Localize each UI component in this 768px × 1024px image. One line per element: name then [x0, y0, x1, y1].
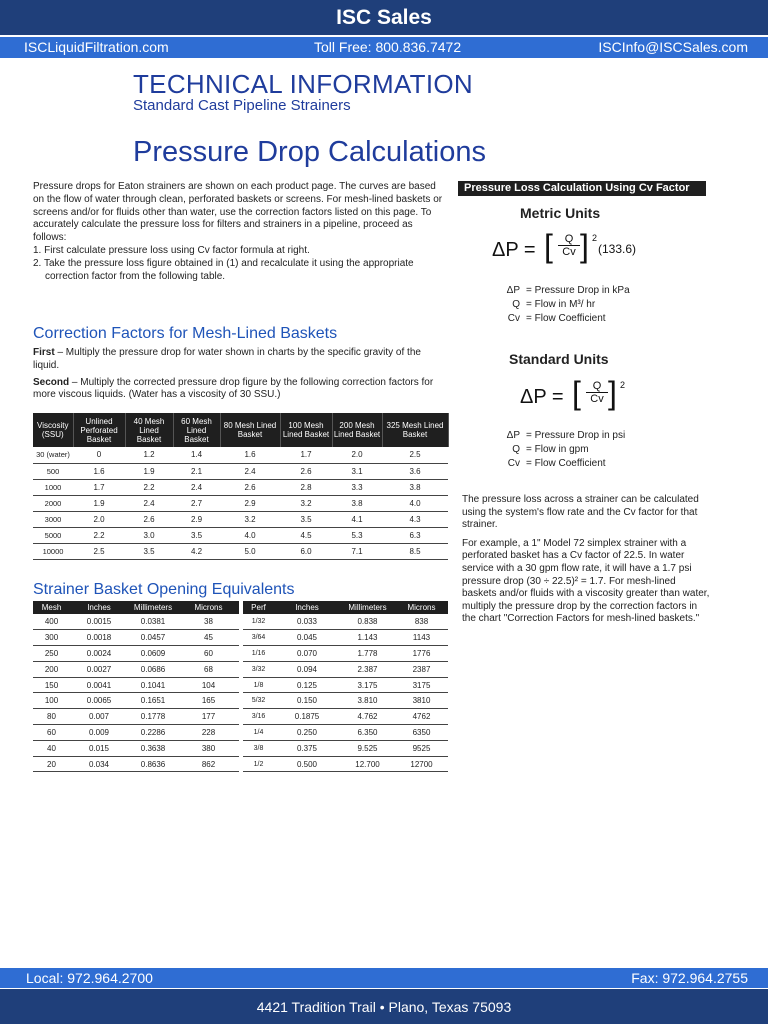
table-cell: 60	[33, 725, 70, 741]
table-cell: 0.250	[274, 725, 340, 741]
table-cell: 1776	[395, 646, 448, 662]
email-link[interactable]: ISCInfo@ISCSales.com	[598, 39, 748, 55]
table-cell: 1.9	[73, 495, 125, 511]
table-cell: 862	[178, 756, 239, 772]
table-cell: 0.375	[274, 740, 340, 756]
definition-row	[494, 298, 630, 312]
table-cell: 3.175	[340, 677, 395, 693]
table-cell: 2.5	[382, 447, 448, 463]
cv-factor-heading-bar: Pressure Loss Calculation Using Cv Factor	[458, 181, 706, 196]
table-cell: 0.838	[340, 614, 395, 630]
table-cell: 3/32	[243, 661, 274, 677]
table-cell: 20	[33, 756, 70, 772]
table-row	[33, 709, 448, 725]
table-cell: 4.5	[280, 527, 332, 543]
table-cell: 30 (water)	[33, 447, 73, 463]
table-cell: 0.1875	[274, 709, 340, 725]
table-cell: 0.0686	[128, 661, 178, 677]
table-cell: 2.5	[73, 543, 125, 559]
table-row	[33, 630, 448, 646]
table-cell: 0.0041	[70, 677, 128, 693]
table-cell: 10000	[33, 543, 73, 559]
table-cell: 45	[178, 630, 239, 646]
table-cell: 0.0065	[70, 693, 128, 709]
bracket-open: [	[544, 228, 553, 264]
metric-exponent: 2	[592, 233, 598, 243]
table-cell: 2.9	[173, 511, 220, 527]
table-cell: 300	[33, 630, 70, 646]
definition-row	[494, 429, 625, 443]
metric-formula	[492, 230, 672, 274]
table-cell: 0.0381	[128, 614, 178, 630]
definition-row	[494, 457, 625, 471]
page-title: Pressure Drop Calculations	[133, 136, 486, 168]
table-cell: 2.4	[173, 479, 220, 495]
table-cell: 4.0	[382, 495, 448, 511]
table-row	[33, 447, 448, 463]
table-row	[33, 661, 448, 677]
table-cell: 7.1	[332, 543, 382, 559]
metric-definitions	[494, 284, 630, 326]
standard-lhs: ΔP =	[520, 386, 564, 408]
table-cell: 250	[33, 646, 70, 662]
table-cell: 3.3	[332, 479, 382, 495]
table-row	[33, 740, 448, 756]
standard-denominator: Cv	[590, 393, 604, 405]
table-cell: 2.0	[73, 511, 125, 527]
table-cell: 3175	[395, 677, 448, 693]
header-bar	[0, 0, 768, 58]
fax-number: Fax: 972.964.2755	[631, 970, 748, 986]
table-cell: 0.009	[70, 725, 128, 741]
table-cell: 2.387	[340, 661, 395, 677]
column-header: Microns	[178, 601, 239, 614]
table-cell: 4.3	[382, 511, 448, 527]
table-header-row	[33, 413, 448, 447]
bracket-open: [	[572, 375, 581, 411]
column-header: Inches	[274, 601, 340, 614]
table-cell: 0.094	[274, 661, 340, 677]
table-cell: 0.0027	[70, 661, 128, 677]
table-row	[33, 646, 448, 662]
table-cell: 500	[33, 463, 73, 479]
table-cell: 1/2	[243, 756, 274, 772]
column-header: Millimeters	[128, 601, 178, 614]
table-cell: 8.5	[382, 543, 448, 559]
definition-text: = Flow in gpm	[526, 444, 589, 455]
table-cell: 0	[73, 447, 125, 463]
table-cell: 0.150	[274, 693, 340, 709]
table-cell: 0.1778	[128, 709, 178, 725]
table-cell: 4.2	[173, 543, 220, 559]
table-cell: 0.007	[70, 709, 128, 725]
metric-fraction	[558, 233, 580, 258]
definition-row	[494, 443, 625, 457]
table-row	[33, 614, 448, 630]
column-header: Inches	[70, 601, 128, 614]
table-header-row	[33, 601, 448, 614]
table-cell: 3.2	[280, 495, 332, 511]
definition-text: = Flow Coefficient	[526, 458, 606, 469]
table-cell: 2.7	[173, 495, 220, 511]
table-cell: 200	[33, 661, 70, 677]
column-header: Mesh	[33, 601, 70, 614]
website-link[interactable]: ISCLiquidFiltration.com	[24, 39, 169, 55]
table-cell: 6.0	[280, 543, 332, 559]
first-label: First	[33, 347, 55, 358]
table-cell: 1/16	[243, 646, 274, 662]
definition-symbol: Cv	[507, 313, 520, 324]
intro-text	[33, 181, 443, 283]
standard-numerator: Q	[586, 380, 608, 393]
column-header: Unlined Perforated Basket	[73, 413, 125, 447]
table-cell: 68	[178, 661, 239, 677]
standard-exponent: 2	[620, 380, 626, 390]
definition-row	[494, 284, 630, 298]
column-header: 325 Mesh Lined Basket	[382, 413, 448, 447]
table-cell: 1.6	[73, 463, 125, 479]
section-subtitle: Standard Cast Pipeline Strainers	[133, 97, 351, 114]
table-cell: 3.2	[220, 511, 280, 527]
table-cell: 1.778	[340, 646, 395, 662]
table-cell: 12700	[395, 756, 448, 772]
standard-definitions	[494, 429, 625, 471]
second-label: Second	[33, 376, 70, 388]
table-cell: 0.0015	[70, 614, 128, 630]
definition-symbol: Cv	[507, 458, 520, 469]
first-text: – Multiply the pressure drop for water shown in charts by the specific gravity of the liquid.	[33, 347, 421, 371]
column-header: 80 Mesh Lined Basket	[220, 413, 280, 447]
column-header: 60 Mesh Lined Basket	[173, 413, 220, 447]
table-cell: 1000	[33, 479, 73, 495]
table-cell: 1/32	[243, 614, 274, 630]
table-cell: 3.8	[382, 479, 448, 495]
metric-lhs: ΔP =	[492, 239, 536, 261]
table-cell: 3/16	[243, 709, 274, 725]
table-cell: 2.2	[73, 527, 125, 543]
table-cell: 3.8	[332, 495, 382, 511]
column-header: Perf	[243, 601, 274, 614]
table-cell: 165	[178, 693, 239, 709]
column-header: Microns	[395, 601, 448, 614]
table-cell: 0.070	[274, 646, 340, 662]
table-cell: 1.7	[280, 447, 332, 463]
bracket-close: ]	[608, 375, 617, 411]
section-title: TECHNICAL INFORMATION	[133, 69, 473, 99]
table-cell: 0.2286	[128, 725, 178, 741]
table-cell: 838	[395, 614, 448, 630]
table-cell: 1143	[395, 630, 448, 646]
table-cell: 4.0	[220, 527, 280, 543]
table-cell: 4.762	[340, 709, 395, 725]
definition-symbol: Q	[512, 299, 520, 310]
definition-row	[494, 312, 630, 326]
table-cell: 2.6	[220, 479, 280, 495]
table-row	[33, 543, 448, 559]
metric-denominator: Cv	[562, 246, 576, 258]
table-row	[33, 527, 448, 543]
table-cell: 0.125	[274, 677, 340, 693]
column-header: Viscosity (SSU)	[33, 413, 73, 447]
table-cell: 5000	[33, 527, 73, 543]
table-cell: 2000	[33, 495, 73, 511]
table-cell: 2.8	[280, 479, 332, 495]
metric-numerator: Q	[558, 233, 580, 246]
table-cell: 2387	[395, 661, 448, 677]
column-header: 200 Mesh Lined Basket	[332, 413, 382, 447]
toll-free-phone: Toll Free: 800.836.7472	[314, 39, 462, 55]
correction-instructions	[33, 347, 443, 406]
metric-units-heading: Metric Units	[520, 205, 601, 221]
table-cell: 1.4	[173, 447, 220, 463]
table-row	[33, 463, 448, 479]
table-cell: 80	[33, 709, 70, 725]
standard-formula	[520, 377, 660, 421]
table-cell: 0.8636	[128, 756, 178, 772]
table-cell: 228	[178, 725, 239, 741]
table-cell: 3.5	[280, 511, 332, 527]
correction-factors-table	[33, 413, 449, 560]
definition-text: = Flow Coefficient	[526, 313, 606, 324]
second-text: – Multiply the corrected pressure drop figure by the following correction factors for more viscous liquids. (Water has a viscosity of 30 SSU.)	[33, 376, 434, 401]
table-cell: 6.3	[382, 527, 448, 543]
table-cell: 0.0018	[70, 630, 128, 646]
table-row	[33, 677, 448, 693]
table-cell: 0.034	[70, 756, 128, 772]
column-header: 40 Mesh Lined Basket	[125, 413, 173, 447]
table-cell: 2.6	[125, 511, 173, 527]
table-row	[33, 693, 448, 709]
table-cell: 0.0457	[128, 630, 178, 646]
definition-symbol: ΔP	[506, 430, 520, 441]
table-cell: 5.3	[332, 527, 382, 543]
definition-symbol: ΔP	[506, 285, 520, 296]
table-cell: 3.5	[173, 527, 220, 543]
local-phone: Local: 972.964.2700	[26, 970, 153, 986]
explanation-text	[462, 494, 710, 632]
table-cell: 3000	[33, 511, 73, 527]
table-cell: 5/32	[243, 693, 274, 709]
table-cell: 3.5	[125, 543, 173, 559]
table-cell: 104	[178, 677, 239, 693]
table-cell: 380	[178, 740, 239, 756]
intro-step-1: 1. First calculate pressure loss using Cv factor formula at right.	[33, 244, 310, 256]
explanation-paragraph-2: For example, a 1" Model 72 simplex strainer with a perforated basket has a Cv factor of 22.5. In water service with a 30 gpm flow rate, it will have a 1.7 psi pressure drop (30 ÷ 22.5)² = 1.7. For mesh-lined baskets and/or fluids with a viscosity greater than water, multiply the pressure drop by the correction factors in the chart "Correction Factors for mesh-lined baskets."	[462, 537, 710, 625]
standard-fraction	[586, 380, 608, 405]
footer-address: 4421 Tradition Trail • Plano, Texas 75093	[0, 989, 768, 1024]
intro-paragraph: Pressure drops for Eaton strainers are shown on each product page. The curves are based on the flow of water through clean, perforated baskets or screens. For mesh-lined baskets or screens and/or for fluids other than water, use the correction factors listed on this page. To accurately calculate the pressure loss for filters and strainers in a pipeline, proceed as follows:	[33, 181, 443, 244]
table-row	[33, 495, 448, 511]
table-cell: 3/8	[243, 740, 274, 756]
correction-heading: Correction Factors for Mesh-Lined Baskets	[33, 325, 338, 342]
table-cell: 0.033	[274, 614, 340, 630]
table-cell: 2.1	[173, 463, 220, 479]
table-cell: 6.350	[340, 725, 395, 741]
definition-text: = Flow in M³/ hr	[526, 299, 596, 310]
table-cell: 3.1	[332, 463, 382, 479]
table-cell: 4762	[395, 709, 448, 725]
table-cell: 3.6	[382, 463, 448, 479]
table-cell: 2.9	[220, 495, 280, 511]
standard-units-heading: Standard Units	[509, 351, 609, 367]
openings-heading: Strainer Basket Opening Equivalents	[33, 581, 295, 598]
table-cell: 177	[178, 709, 239, 725]
table-row	[33, 756, 448, 772]
table-cell: 38	[178, 614, 239, 630]
table-cell: 60	[178, 646, 239, 662]
table-cell: 0.015	[70, 740, 128, 756]
table-cell: 1/8	[243, 677, 274, 693]
definition-symbol: Q	[512, 444, 520, 455]
table-cell: 9.525	[340, 740, 395, 756]
table-cell: 0.045	[274, 630, 340, 646]
header-contact-row	[0, 37, 768, 58]
table-cell: 0.3638	[128, 740, 178, 756]
table-cell: 4.1	[332, 511, 382, 527]
table-cell: 0.500	[274, 756, 340, 772]
table-cell: 0.0609	[128, 646, 178, 662]
table-cell: 9525	[395, 740, 448, 756]
table-row	[33, 725, 448, 741]
column-header: 100 Mesh Lined Basket	[280, 413, 332, 447]
table-cell: 40	[33, 740, 70, 756]
table-row	[33, 479, 448, 495]
table-cell: 100	[33, 693, 70, 709]
column-header: Millimeters	[340, 601, 395, 614]
intro-step-2: 2. Take the pressure loss figure obtained in (1) and recalculate it using the appropriate correction factor from the following table.	[33, 257, 414, 282]
table-cell: 2.4	[220, 463, 280, 479]
definition-text: = Pressure Drop in psi	[526, 430, 626, 441]
table-row	[33, 511, 448, 527]
metric-constant: (133.6)	[598, 242, 637, 256]
table-cell: 1/4	[243, 725, 274, 741]
brand-title: ISC Sales	[336, 6, 432, 29]
table-cell: 3.810	[340, 693, 395, 709]
table-cell: 2.6	[280, 463, 332, 479]
table-cell: 3.0	[125, 527, 173, 543]
table-cell: 1.6	[220, 447, 280, 463]
table-cell: 0.0024	[70, 646, 128, 662]
table-cell: 1.2	[125, 447, 173, 463]
table-cell: 1.9	[125, 463, 173, 479]
table-cell: 2.0	[332, 447, 382, 463]
footer-contact-row	[0, 968, 768, 989]
table-cell: 400	[33, 614, 70, 630]
definition-text: = Pressure Drop in kPa	[526, 285, 630, 296]
opening-equivalents-table	[33, 601, 448, 772]
table-cell: 2.2	[125, 479, 173, 495]
bracket-close: ]	[580, 228, 589, 264]
table-cell: 0.1651	[128, 693, 178, 709]
table-cell: 1.143	[340, 630, 395, 646]
table-cell: 0.1041	[128, 677, 178, 693]
table-cell: 5.0	[220, 543, 280, 559]
table-cell: 150	[33, 677, 70, 693]
table-cell: 2.4	[125, 495, 173, 511]
table-cell: 1.7	[73, 479, 125, 495]
table-cell: 3/64	[243, 630, 274, 646]
table-cell: 3810	[395, 693, 448, 709]
table-cell: 6350	[395, 725, 448, 741]
explanation-paragraph-1: The pressure loss across a strainer can be calculated using the system's flow rate and the Cv factor for that strainer.	[462, 494, 699, 531]
table-cell: 12.700	[340, 756, 395, 772]
